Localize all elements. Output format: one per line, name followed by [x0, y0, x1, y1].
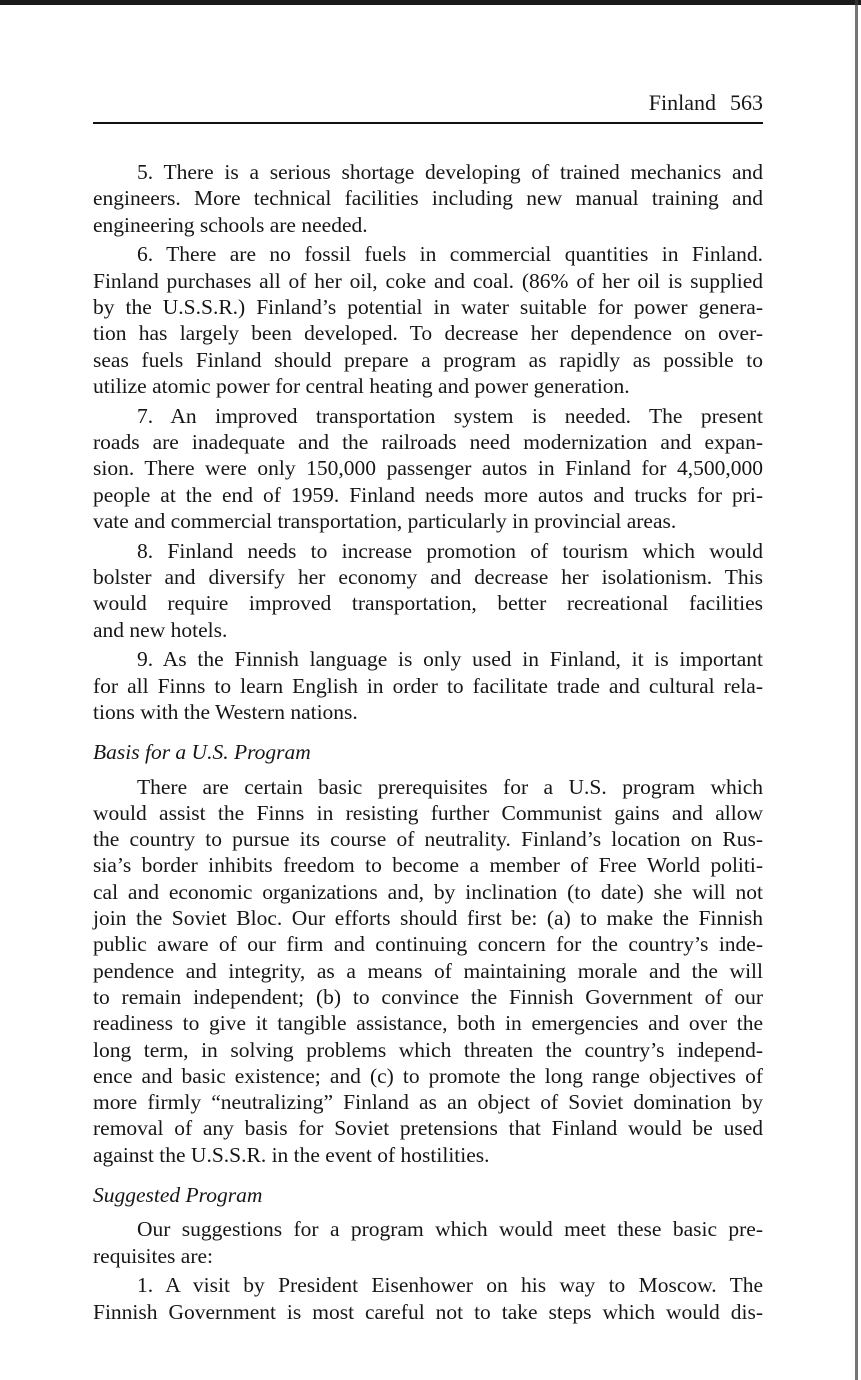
text-line: 8. Finland needs to increase promotion of tourism which would — [137, 538, 763, 563]
text-line: Our suggestions for a program which would meet these basic pre- — [137, 1217, 763, 1242]
text-line: for all Finns to learn English in order to facilitate trade and cultural rela- — [93, 673, 763, 698]
text-line: vate and commercial transportation, particularly in provincial areas. — [93, 508, 677, 533]
page-top-border — [0, 0, 861, 5]
text-line: seas fuels Finland should prepare a program as rapidly as possible to — [93, 347, 763, 372]
text-line: cal and economic organizations and, by inclination (to date) she will not — [93, 879, 763, 904]
text-line: 1. A visit by President Eisenhower on his way to Moscow. The — [137, 1273, 763, 1298]
text-line: would assist the Finns in resisting further Communist gains and allow — [93, 800, 763, 825]
text-line: 6. There are no fossil fuels in commercial quantities in Finland. — [137, 242, 763, 267]
text-line: to remain independent; (b) to convince the Finnish Government of our — [93, 984, 763, 1009]
text-line: by the U.S.S.R.) Finland’s potential in water suitable for power genera- — [93, 294, 763, 319]
text-line: roads are inadequate and the railroads need modernization and expan- — [93, 429, 763, 454]
text-line: more firmly “neutralizing” Finland as an object of Soviet domination by — [93, 1090, 763, 1115]
text-line: Finland purchases all of her oil, coke and coal. (86% of her oil is supplied — [93, 268, 763, 293]
text-line: utilize atomic power for central heating and power generation. — [93, 373, 630, 398]
paragraph — [93, 403, 763, 534]
text-line: long term, in solving problems which threaten the country’s independ- — [93, 1037, 763, 1062]
text-line: 5. There is a serious shortage developing of trained mechanics and — [137, 160, 763, 184]
text-line: readiness to give it tangible assistance, both in emergencies and over the — [93, 1011, 763, 1036]
paragraph — [93, 1272, 763, 1325]
paragraph — [93, 646, 763, 725]
text-line: tions with the Western nations. — [93, 699, 358, 724]
text-line: the country to pursue its course of neutrality. Finland’s location on Rus- — [93, 827, 763, 852]
text-line: ence and basic existence; and (c) to promote the long range objectives of — [93, 1063, 763, 1088]
running-header — [93, 90, 763, 122]
text-line: requisites are: — [93, 1243, 213, 1268]
text-line: and new hotels. — [93, 617, 228, 642]
text-line: would require improved transportation, better recreational facilities — [93, 591, 763, 616]
text-line: tion has largely been developed. To decrease her dependence on over- — [93, 321, 763, 346]
text-line: Finnish Government is most careful not to take steps which would dis- — [93, 1299, 763, 1324]
paragraph — [93, 1216, 763, 1269]
text-line: 9. As the Finnish language is only used in Finland, it is important — [137, 647, 763, 672]
section-heading: Basis for a U.S. Program — [93, 740, 311, 765]
text-line: against the U.S.S.R. in the event of hostilities. — [93, 1142, 490, 1167]
paragraph — [93, 774, 763, 1168]
text-line: join the Soviet Bloc. Our efforts should first be: (a) to make the Finnish — [93, 906, 763, 931]
page-right-edge — [855, 0, 858, 1380]
text-line: engineers. More technical facilities including new manual training and — [93, 186, 763, 211]
section-heading: Suggested Program — [93, 1182, 263, 1207]
running-header-title: Finland — [648, 90, 716, 115]
text-line: There are certain basic prerequisites for a U.S. program which — [137, 774, 763, 799]
text-line: 7. An improved transportation system is needed. The present — [137, 403, 763, 428]
text-line: people at the end of 1959. Finland needs more autos and trucks for pri- — [93, 482, 763, 507]
page-body — [93, 159, 763, 1328]
text-line: public aware of our firm and continuing concern for the country’s inde- — [93, 932, 763, 957]
paragraph — [93, 241, 763, 399]
paragraph — [93, 538, 763, 643]
paragraph — [93, 159, 763, 238]
text-line: bolster and diversify her economy and decrease her isolationism. This — [93, 564, 763, 589]
header-rule — [93, 122, 763, 124]
text-line: sion. There were only 150,000 passenger autos in Finland for 4,500,000 — [93, 456, 763, 481]
text-line: pendence and integrity, as a means of maintaining morale and the will — [93, 958, 763, 983]
page-number: 563 — [730, 90, 763, 115]
text-line: sia’s border inhibits freedom to become a member of Free World politi- — [93, 853, 763, 878]
text-line: removal of any basis for Soviet pretensions that Finland would be used — [93, 1116, 763, 1141]
text-line: engineering schools are needed. — [93, 212, 368, 237]
